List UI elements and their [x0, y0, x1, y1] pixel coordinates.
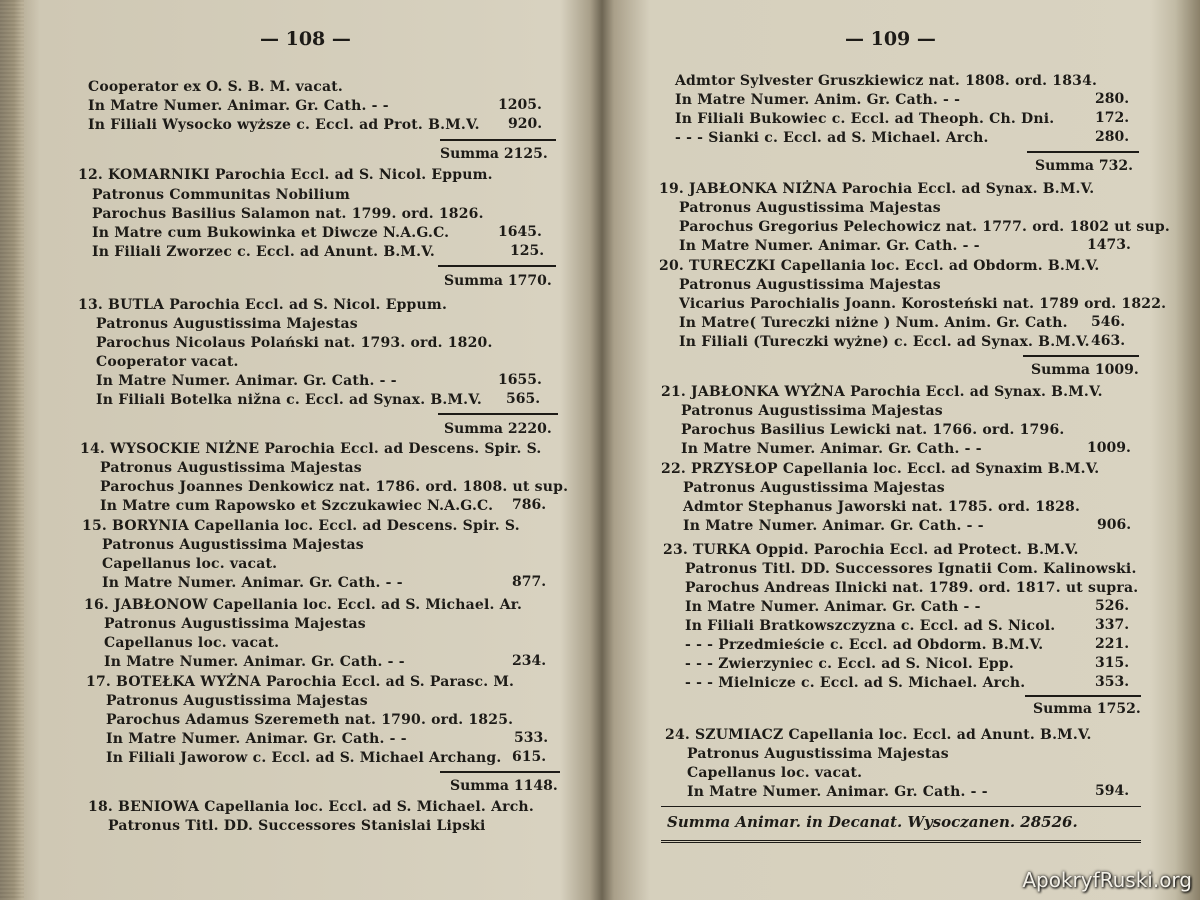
summa-value: Summa 1148. [450, 778, 558, 794]
text-line: In Filiali Botelka nižna c. Eccl. ad Synax. B.M.V. [96, 392, 482, 408]
text-line: Parochus Andreas Ilnicki nat. 1789. ord. 1817. ut supra. [685, 580, 1139, 596]
text-line: Vicarius Parochialis Joann. Korosteński nat. 1789 ord. 1822. [679, 296, 1167, 312]
sum-rule [440, 139, 556, 141]
entry-heading: 20. TURECZKI Capellania loc. Eccl. ad Obdorm. B.M.V. [659, 258, 1100, 274]
text-line: In Filiali Bratkowszczyzna c. Eccl. ad S. Nicol. [685, 618, 1056, 634]
entry-heading: 14. WYSOCKIE NIŻNE Parochia Eccl. ad Descens. Spir. S. [80, 441, 542, 457]
text-line: In Matre Numer. Anim. Gr. Cath. - - [675, 92, 961, 108]
count-value: 463. [1091, 333, 1126, 349]
text-line: Patronus Titl. DD. Successores Stanislai Lipski [108, 818, 486, 834]
sum-rule [1023, 355, 1139, 357]
text-line: Capellanus loc. vacat. [104, 635, 280, 651]
page-number-109: — 109 — [845, 28, 936, 50]
text-line: - - - Sianki c. Eccl. ad S. Michael. Arch. [675, 130, 989, 146]
text-line: Parochus Basilius Salamon nat. 1799. ord. 1826. [92, 206, 484, 222]
entry-heading: 23. TURKA Oppid. Parochia Eccl. ad Protect. B.M.V. [663, 542, 1079, 558]
text-line: In Matre Numer. Animar. Gr. Cath. - - [106, 731, 407, 747]
text-line: Patronus Augustissima Majestas [100, 460, 362, 476]
decanat-rule-top [661, 806, 1141, 807]
count-value: 546. [1091, 314, 1126, 330]
text-line: Parochus Adamus Szeremeth nat. 1790. ord. 1825. [106, 712, 514, 728]
text-line: Patronus Titl. DD. Successores Ignatii Com. Kalinowski. [685, 561, 1137, 577]
text-line: Cooperator vacat. [96, 354, 239, 370]
text-line: In Matre Numer. Animar. Gr. Cath. - - [687, 784, 988, 800]
text-line: Patronus Augustissima Majestas [679, 277, 941, 293]
count-value: 786. [512, 497, 547, 513]
text-line: Parochus Basilius Lewicki nat. 1766. ord. 1796. [681, 422, 1065, 438]
right-page [655, 0, 1170, 900]
sum-rule [440, 771, 560, 773]
sum-rule [1025, 695, 1141, 697]
count-value: 234. [512, 653, 547, 669]
entry-heading: 13. BUTLA Parochia Eccl. ad S. Nicol. Eppum. [78, 297, 448, 313]
text-line: - - - Zwierzyniec c. Eccl. ad S. Nicol. Epp. [685, 656, 1014, 672]
count-value: 353. [1095, 674, 1130, 690]
text-line: In Matre cum Rapowsko et Szczukawiec N.A.G.C. [100, 498, 494, 514]
entry-heading: 12. KOMARNIKI Parochia Eccl. ad S. Nicol. Eppum. [78, 167, 493, 183]
text-line: In Matre Numer. Animar. Gr. Cath. - - [679, 238, 980, 254]
count-value: 526. [1095, 598, 1130, 614]
text-line: Parochus Nicolaus Polański nat. 1793. ord. 1820. [96, 335, 493, 351]
sum-rule [438, 413, 558, 415]
text-line: In Matre Numer. Animar. Gr. Cath. - - [104, 654, 405, 670]
count-value: 615. [512, 749, 547, 765]
text-line: Patronus Augustissima Majestas [102, 537, 364, 553]
count-value: 1655. [498, 372, 542, 388]
count-value: 1205. [498, 97, 542, 113]
count-value: 1009. [1087, 440, 1131, 456]
text-line: In Filiali Bukowiec c. Eccl. ad Theoph. Ch. Dni. [675, 111, 1055, 127]
count-value: 533. [514, 730, 549, 746]
count-value: 594. [1095, 783, 1130, 799]
text-line: In Matre Numer. Animar. Gr. Cath - - [685, 599, 981, 615]
count-value: 920. [508, 116, 543, 132]
text-line: In Matre cum Bukowinka et Diwcze N.A.G.C. [92, 225, 450, 241]
entry-heading: 15. BORYNIA Capellania loc. Eccl. ad Descens. Spir. S. [82, 518, 520, 534]
summa-value: Summa 1770. [444, 273, 552, 289]
summa-value: Summa 1752. [1033, 701, 1141, 717]
page-number-108: — 108 — [260, 28, 351, 50]
count-value: 1473. [1087, 237, 1131, 253]
text-line: In Filiali (Tureczki wyżne) c. Eccl. ad Synax. B.M.V. [679, 334, 1090, 350]
count-value: 125. [510, 243, 545, 259]
text-line: In Filiali Zworzec c. Eccl. ad Anunt. B.M.V. [92, 244, 435, 260]
count-value: 906. [1097, 517, 1132, 533]
text-line: Patronus Augustissima Majestas [681, 403, 943, 419]
text-line: In Matre Numer. Animar. Gr. Cath. - - [102, 575, 403, 591]
text-line: In Matre Numer. Animar. Gr. Cath. - - [681, 441, 982, 457]
text-line: In Matre Numer. Animar. Gr. Cath. - - [683, 518, 984, 534]
page-edges [0, 0, 24, 900]
count-value: 280. [1095, 91, 1130, 107]
text-line: - - - Mielnicze c. Eccl. ad S. Michael. Arch. [685, 675, 1026, 691]
count-value: 172. [1095, 110, 1130, 126]
entry-heading: 21. JABŁONKA WYŻNA Parochia Eccl. ad Synax. B.M.V. [661, 384, 1103, 400]
count-value: 221. [1095, 636, 1130, 652]
count-value: 337. [1095, 617, 1130, 633]
text-line: Capellanus loc. vacat. [102, 556, 278, 572]
watermark: ApokryfRuski.org [1022, 868, 1192, 892]
text-line: Patronus Augustissima Majestas [679, 200, 941, 216]
entry-heading: 24. SZUMIACZ Capellania loc. Eccl. ad Anunt. B.M.V. [665, 727, 1092, 743]
text-line: Capellanus loc. vacat. [687, 765, 863, 781]
decanat-total: Summa Animar. in Decanat. Wysoczanen. 28526. [667, 813, 1078, 831]
text-line: Patronus Augustissima Majestas [106, 693, 368, 709]
text-line: Admtor Sylvester Gruszkiewicz nat. 1808. ord. 1834. [675, 73, 1098, 89]
decanat-rule-bottom [661, 840, 1141, 843]
text-line: Patronus Augustissima Majestas [96, 316, 358, 332]
entry-heading: 22. PRZYSŁOP Capellania loc. Eccl. ad Synaxim B.M.V. [661, 461, 1100, 477]
text-line: In Filiali Jaworow c. Eccl. ad S. Michael Archang. [106, 750, 502, 766]
text-line: Cooperator ex O. S. B. M. vacat. [88, 79, 343, 95]
count-value: 280. [1095, 129, 1130, 145]
entry-heading: 17. BOTEŁKA WYŻNA Parochia Eccl. ad S. Parasc. M. [86, 674, 515, 690]
count-value: 565. [506, 391, 541, 407]
summa-value: Summa 732. [1035, 158, 1133, 174]
entry-heading: 19. JABŁONKA NIŻNA Parochia Eccl. ad Synax. B.M.V. [659, 181, 1095, 197]
entry-heading: 16. JABŁONOW Capellania loc. Eccl. ad S. Michael. Ar. [84, 597, 523, 613]
text-line: Patronus Augustissima Majestas [683, 480, 945, 496]
summa-value: Summa 1009. [1031, 362, 1139, 378]
text-line: Parochus Joannes Denkowicz nat. 1786. ord. 1808. ut sup. [100, 479, 569, 495]
left-page [60, 0, 580, 900]
text-line: Patronus Augustissima Majestas [104, 616, 366, 632]
summa-value: Summa 2220. [444, 421, 552, 437]
sum-rule [1027, 151, 1139, 153]
count-value: 315. [1095, 655, 1130, 671]
text-line: In Matre Numer. Animar. Gr. Cath. - - [96, 373, 397, 389]
count-value: 877. [512, 574, 547, 590]
text-line: In Filiali Wysocko wyższe c. Eccl. ad Prot. B.M.V. [88, 117, 480, 133]
sum-rule [438, 265, 556, 267]
text-line: Patronus Augustissima Majestas [687, 746, 949, 762]
text-line: In Matre Numer. Animar. Gr. Cath. - - [88, 98, 389, 114]
entry-heading: 18. BENIOWA Capellania loc. Eccl. ad S. Michael. Arch. [88, 799, 534, 815]
text-line: In Matre( Tureczki niżne ) Num. Anim. Gr. Cath. [679, 315, 1068, 331]
text-line: Patronus Communitas Nobilium [92, 187, 351, 203]
count-value: 1645. [498, 224, 542, 240]
text-line: Parochus Gregorius Pelechowicz nat. 1777. ord. 1802 ut sup. [679, 219, 1170, 235]
summa-value: Summa 2125. [440, 146, 548, 162]
text-line: Admtor Stephanus Jaworski nat. 1785. ord. 1828. [683, 499, 1081, 515]
text-line: - - - Przedmieście c. Eccl. ad Obdorm. B.M.V. [685, 637, 1044, 653]
